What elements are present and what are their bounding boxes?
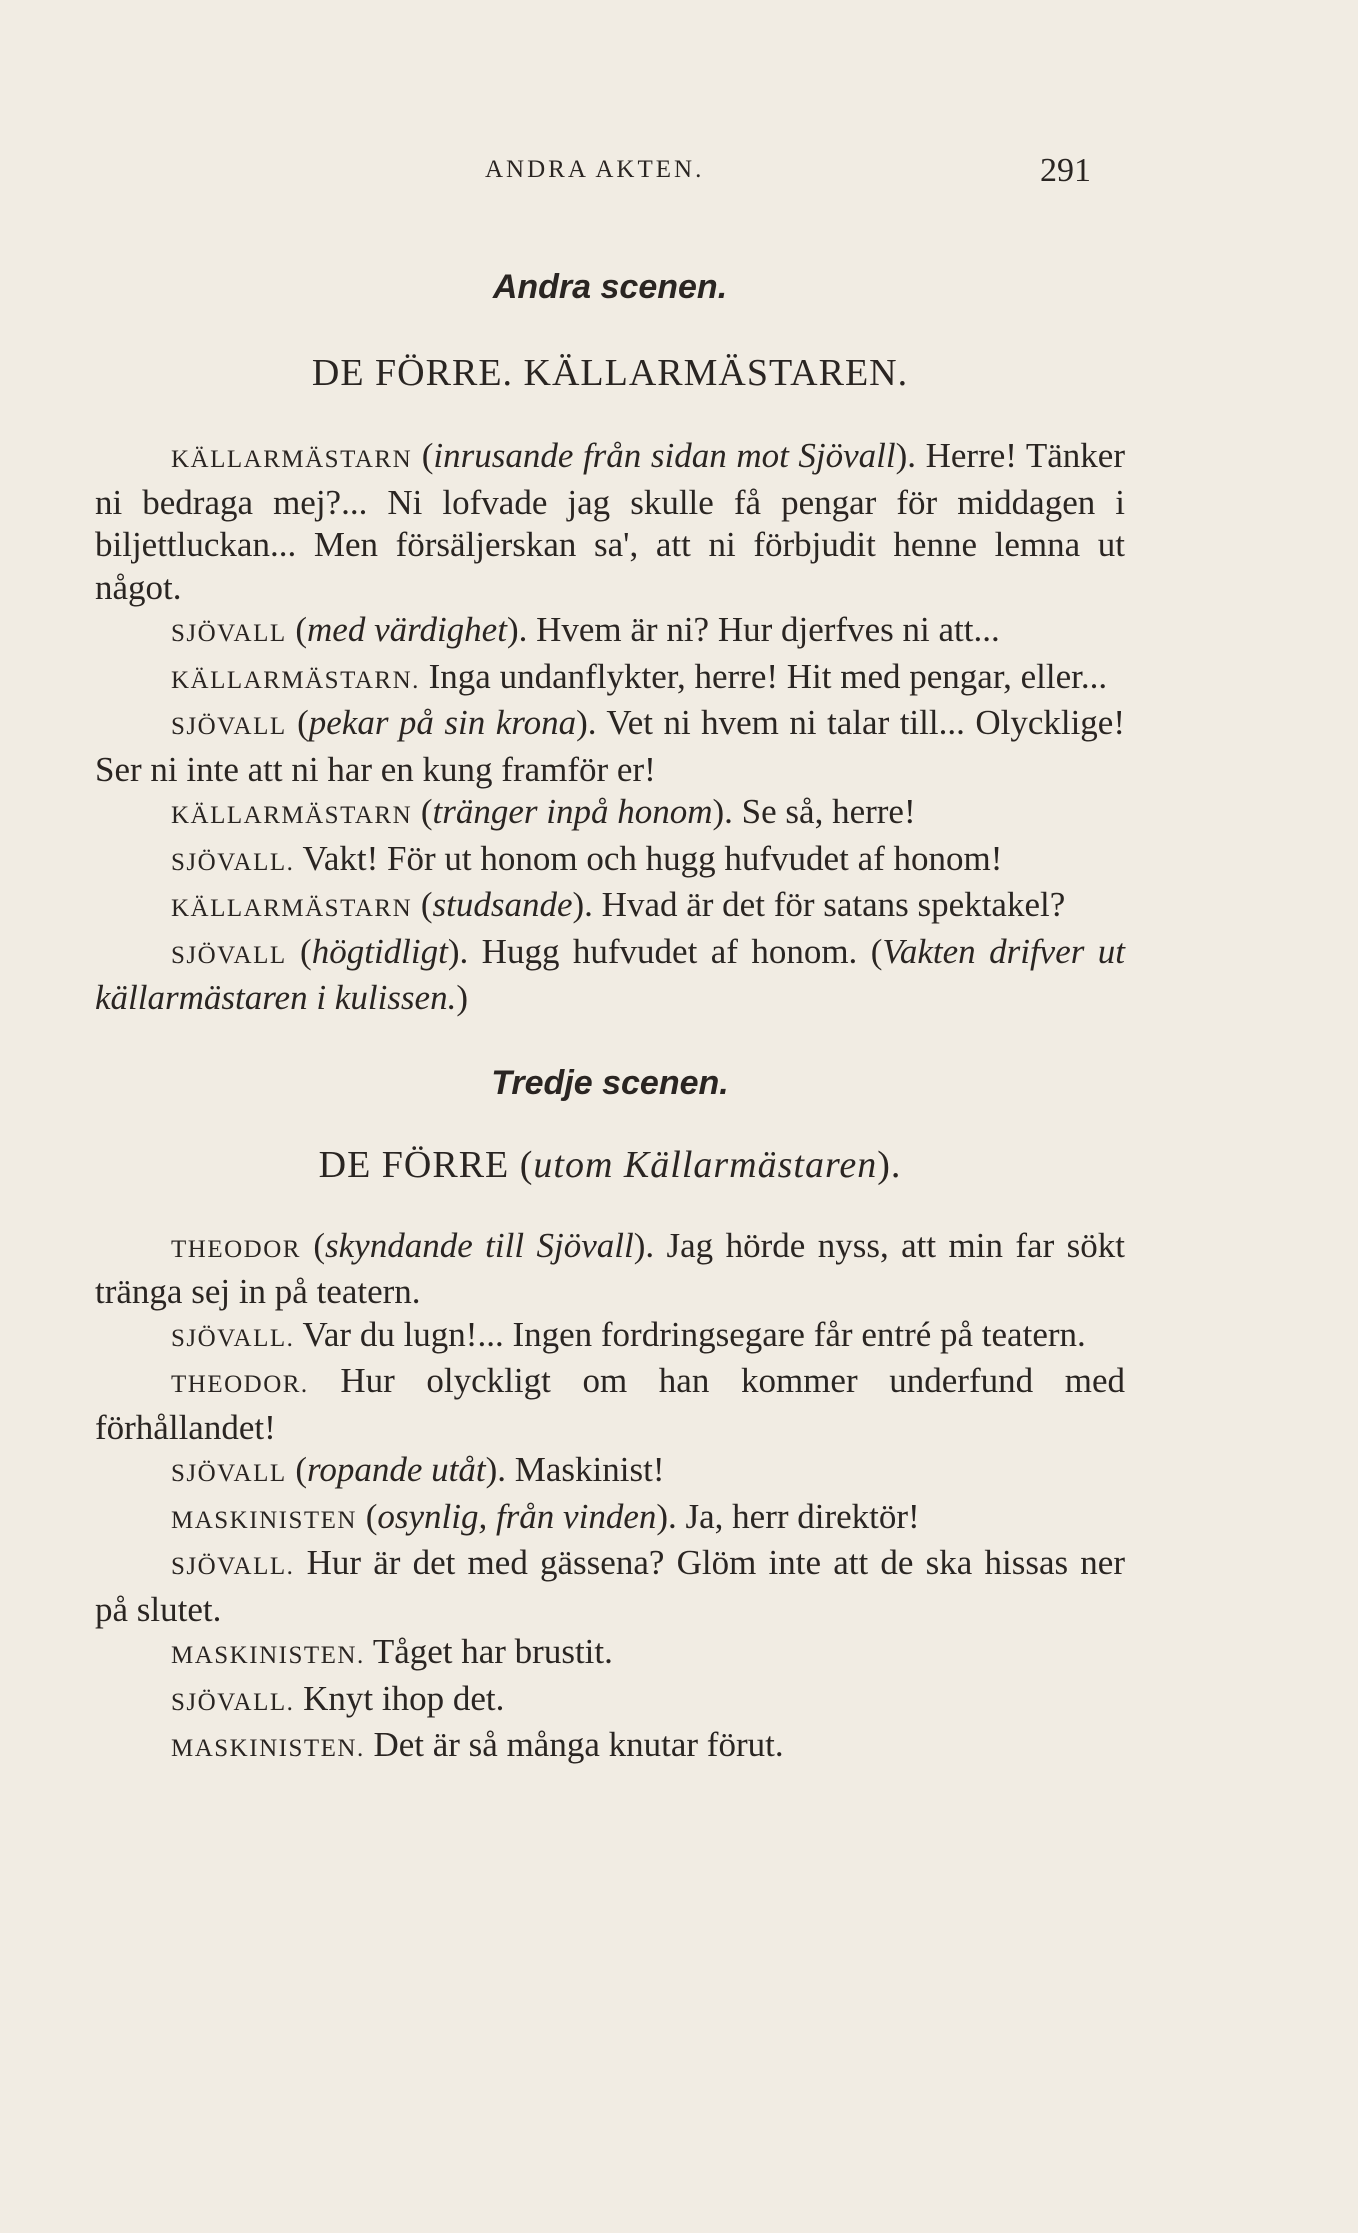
- dialogue-line: [95, 1225, 1125, 1314]
- speech-text: ). Jag hörde nyss, att min far sökt tränga sej in på teatern.: [95, 1225, 1125, 1311]
- speaker-name: SJÖVALL: [171, 620, 287, 647]
- dialogue-line: [95, 884, 1125, 931]
- punctuation: (: [412, 885, 433, 924]
- speaker-name: SJÖVALL: [171, 941, 287, 969]
- punctuation: (: [286, 703, 309, 742]
- dialogue-line: [95, 1631, 1125, 1678]
- running-title: ANDRA AKTEN.: [485, 156, 705, 183]
- stage-direction: högtidligt: [311, 931, 448, 971]
- stage-direction: pekar på sin krona: [308, 703, 577, 742]
- speech-text: Tåget har brustit.: [364, 1632, 613, 1671]
- dialogue-line: [95, 931, 1125, 1020]
- speaker-name: KÄLLARMÄSTARN: [171, 802, 413, 829]
- stage-direction: tränger inpå honom: [432, 792, 713, 831]
- punctuation: (: [300, 1225, 326, 1265]
- speech-text: Inga undanflykter, herre! Hit med pengar, eller...: [419, 656, 1108, 696]
- stage-direction: med värdighet: [307, 610, 507, 649]
- speech-text: Knyt ihop det.: [294, 1678, 505, 1718]
- speaker-name: SJÖVALL.: [171, 1553, 295, 1580]
- dialogue-line: [95, 1542, 1125, 1631]
- punctuation: (: [412, 792, 433, 831]
- punctuation: (: [286, 1450, 308, 1489]
- running-header: [0, 152, 1358, 192]
- speech-text: Var du lugn!... Ingen fordringsegare får entré på teatern.: [294, 1314, 1086, 1354]
- scene-title: Andra scenen.: [492, 268, 728, 306]
- dialogue-line: [95, 435, 1125, 609]
- speaker-name: THEODOR.: [171, 1371, 309, 1398]
- speaker-name: KÄLLARMÄSTARN: [171, 895, 413, 922]
- dialogue-line: [95, 791, 1125, 838]
- speech-text: ). Ja, herr direktör!: [656, 1496, 920, 1536]
- dialogue-line: [95, 1314, 1125, 1361]
- page-number: 291: [1040, 152, 1091, 189]
- speech-text: ). Hvem är ni? Hur djerfves ni att...: [506, 610, 1000, 649]
- speech-text: ). Hvad är det för satans spektakel?: [572, 885, 1066, 924]
- speaker-name: MASKINISTEN.: [171, 1642, 365, 1669]
- dialogue-line: [95, 1724, 1125, 1771]
- speaker-name: SJÖVALL: [171, 1460, 287, 1487]
- punctuation: (: [286, 610, 308, 649]
- scene-cast: DE FÖRRE. KÄLLARMÄSTAREN.: [311, 352, 909, 394]
- cast-suffix: ).: [877, 1143, 902, 1186]
- speech-text: ). Herre! Tänker ni bedraga mej?... Ni lofvade jag skulle få pengar för middagen i biljettluckan... Men försäljerskan sa', att ni förbjudit henne lemna ut något.: [95, 436, 1125, 607]
- dialogue-line: [95, 838, 1125, 885]
- punctuation: (: [286, 931, 312, 971]
- dialogue-line: [95, 1496, 1125, 1543]
- stage-direction: skyndande till Sjövall: [325, 1225, 634, 1265]
- speaker-name: SJÖVALL.: [171, 1688, 295, 1716]
- dialogue-line: [95, 609, 1125, 656]
- speech-text: ). Maskinist!: [485, 1450, 665, 1489]
- stage-direction: osynlig, från vinden: [377, 1496, 657, 1536]
- page-body: [95, 268, 1125, 1771]
- punctuation: (: [356, 1496, 378, 1536]
- cast-direction: utom Källarmästaren: [533, 1143, 878, 1186]
- punctuation: ): [456, 978, 468, 1017]
- scene-dialogue: [95, 435, 1125, 1020]
- speaker-name: KÄLLARMÄSTARN: [171, 446, 413, 473]
- speech-text: ). Vet ni hvem ni talar till... Olycklige! Ser ni inte att ni har en kung framför er!: [95, 703, 1125, 789]
- speech-text: ). Se så, herre!: [712, 792, 916, 831]
- stage-direction: ropande utåt: [307, 1450, 486, 1489]
- dialogue-line: [95, 1678, 1125, 1725]
- speech-text: Hur olyckligt om han kommer underfund med förhållandet!: [95, 1361, 1125, 1447]
- scene-dialogue: [95, 1225, 1125, 1771]
- dialogue-line: [95, 702, 1125, 791]
- speaker-name: MASKINISTEN.: [171, 1735, 365, 1762]
- dialogue-line: [95, 1360, 1125, 1449]
- speaker-name: SJÖVALL.: [171, 848, 295, 876]
- dialogue-line: [95, 1449, 1125, 1496]
- speech-text: Hur är det med gässena? Glöm inte att de ska hissas ner på slutet.: [95, 1543, 1125, 1629]
- stage-direction: studsande: [432, 885, 573, 924]
- speaker-name: THEODOR: [171, 1235, 301, 1263]
- speaker-name: MASKINISTEN: [171, 1506, 357, 1534]
- punctuation: (: [412, 436, 434, 475]
- stage-direction: inrusande från sidan mot Sjövall: [433, 436, 896, 475]
- dialogue-line: [95, 656, 1125, 703]
- cast-prefix: DE FÖRRE (: [318, 1143, 534, 1186]
- speaker-name: KÄLLARMÄSTARN.: [171, 666, 420, 694]
- speech-text: ). Hugg hufvudet af honom. (: [447, 931, 883, 971]
- scene-cast: [95, 1143, 1125, 1187]
- speech-text: Vakt! För ut honom och hugg hufvudet af honom!: [294, 838, 1003, 878]
- speaker-name: SJÖVALL: [171, 713, 287, 740]
- speech-text: Det är så många knutar förut.: [364, 1725, 784, 1764]
- scene-title: Tredje scenen.: [491, 1063, 729, 1102]
- stage-direction: Vakten drifver ut källarmästaren i kulissen.: [95, 931, 1126, 1017]
- speaker-name: SJÖVALL.: [171, 1324, 295, 1352]
